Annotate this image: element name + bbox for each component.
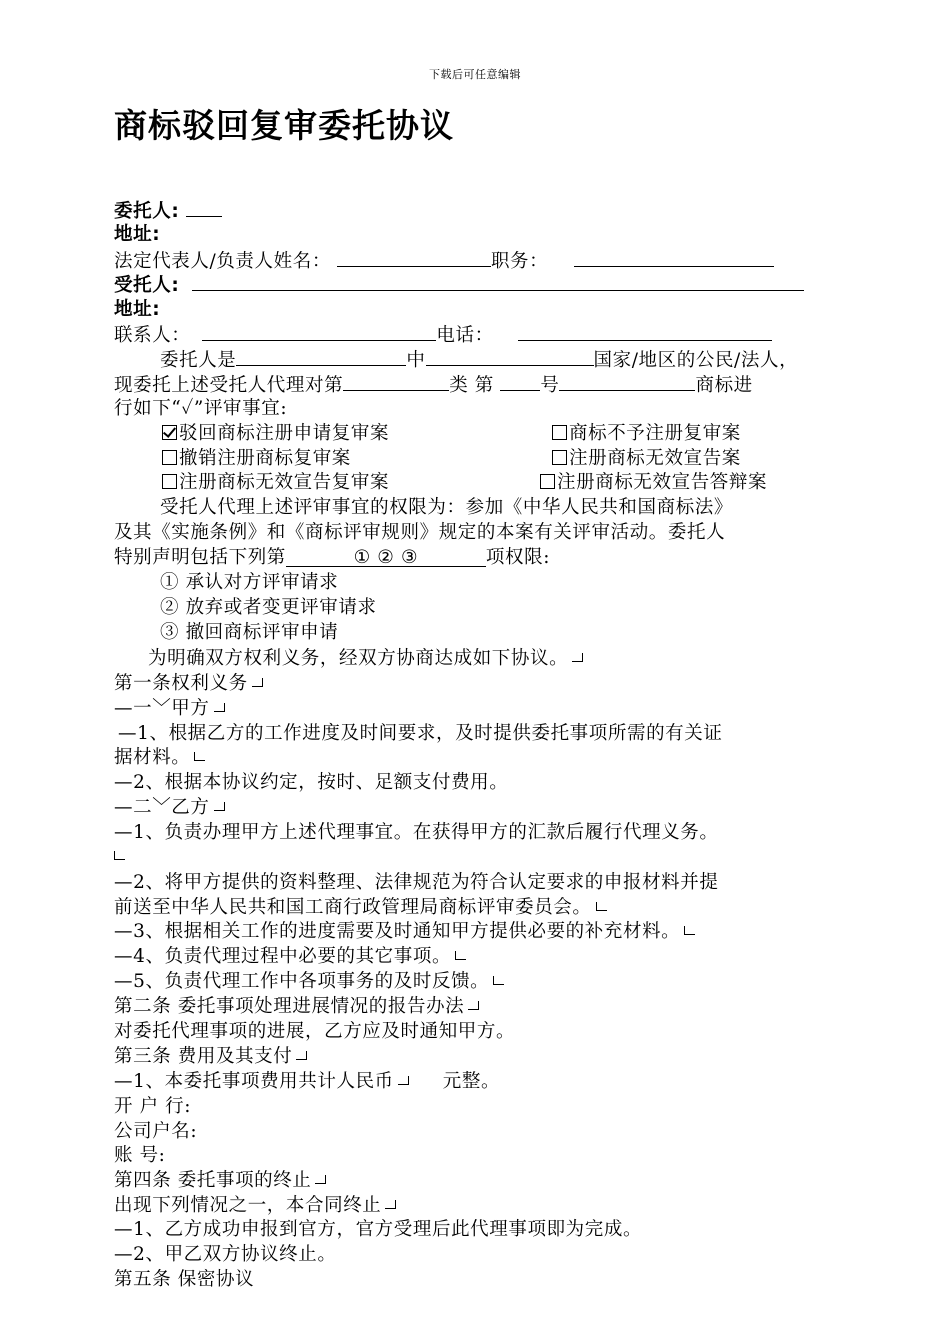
intro-text: 委托人是 xyxy=(160,350,237,371)
party-b-item-5 xyxy=(114,970,504,994)
party-a-item-2: —2、根据本协议约定，按时、足额支付费用。 xyxy=(114,772,509,793)
authority-line-3 xyxy=(114,546,550,570)
article-5-heading: 第五条 保密协议 xyxy=(114,1269,255,1290)
authority-text: 特别声明包括下列第 xyxy=(114,547,286,568)
option-no-registration-review[interactable] xyxy=(552,422,741,446)
article-text: 第二条 委托事项处理进展情况的报告办法 xyxy=(114,996,465,1017)
article-text: 第四条 委托事项的终止 xyxy=(114,1170,312,1191)
option-label: 注册商标无效宣告答辩案 xyxy=(557,472,768,493)
article-text: 第一条权利义务 xyxy=(114,673,248,694)
intro-text: 类 第 xyxy=(449,375,494,396)
checkbox[interactable] xyxy=(540,474,555,489)
authority-items-blank[interactable]: ① ② ③ xyxy=(286,548,486,567)
intro-text: 商标进 xyxy=(695,375,753,396)
article-text: 出现下列情况之一，本合同终止 xyxy=(114,1195,382,1216)
legal-rep-line xyxy=(114,248,774,274)
article-4-intro xyxy=(114,1194,396,1218)
item-text: 前送至中华人民共和国工商行政管理局商标评审委员会。 xyxy=(114,897,592,918)
principal-line: 委托人: xyxy=(114,198,222,224)
option-label: 商标不予注册复审案 xyxy=(569,423,741,444)
intro-line-2 xyxy=(114,372,753,398)
item-text: 据材料。 xyxy=(114,747,191,768)
party-a-item-1-cont xyxy=(114,746,205,770)
fee-line xyxy=(114,1070,500,1094)
class-blank[interactable] xyxy=(343,372,449,391)
position-blank[interactable] xyxy=(574,248,774,267)
article-2-text: 对委托代理事项的进展，乙方应及时通知甲方。 xyxy=(114,1021,516,1042)
legal-rep-label: 法定代表人/负责人姓名： xyxy=(114,251,331,272)
page-title: 商标驳回复审委托协议 xyxy=(114,106,454,145)
number-blank[interactable] xyxy=(500,372,540,391)
party-a-heading xyxy=(114,697,225,721)
fee-text: —1、本委托事项费用共计人民币 xyxy=(114,1071,394,1092)
intro-text: 现委托上述受托人代理对第 xyxy=(114,375,344,396)
intro-text: 中 xyxy=(406,350,426,371)
trademark-blank[interactable] xyxy=(559,372,695,391)
option-label: 驳回商标注册申请复审案 xyxy=(179,423,390,444)
position-label: 职务： xyxy=(490,251,549,272)
authority-item-2: ② 放弃或者变更评审请求 xyxy=(160,597,377,618)
bank-line: 开 户 行: xyxy=(114,1096,192,1117)
option-invalidation-defense[interactable] xyxy=(540,471,767,495)
article-text: 第三条 费用及其支付 xyxy=(114,1046,293,1067)
party-b-item-3 xyxy=(114,920,695,944)
header-note: 下载后可任意编辑 xyxy=(429,68,521,81)
party-b-item-4 xyxy=(114,945,466,969)
agent-blank[interactable] xyxy=(192,272,804,291)
contact-blank[interactable] xyxy=(202,322,436,341)
account-number-line: 账 号: xyxy=(114,1145,166,1166)
address1-line: 地址: xyxy=(114,224,161,245)
option-label: 注册商标无效宣告案 xyxy=(569,448,741,469)
phone-blank[interactable] xyxy=(518,322,772,341)
nationality-blank-1[interactable] xyxy=(236,347,406,366)
party-b-heading xyxy=(114,796,225,820)
address2-line: 地址: xyxy=(114,299,161,320)
purpose-text: 为明确双方权利义务，经双方协商达成如下协议。 xyxy=(148,648,569,669)
party-a-item-1: —1、根据乙方的工作进度及时间要求，及时提供委托事项所需的有关证 xyxy=(118,723,723,744)
article-2-heading xyxy=(114,995,479,1019)
checkbox-checked[interactable] xyxy=(162,425,177,440)
option-reject-review[interactable] xyxy=(162,422,389,446)
authority-line-1: 受托人代理上述评审事宜的权限为：参加《中华人民共和国商标法》 xyxy=(160,497,734,518)
option-invalidation[interactable] xyxy=(552,447,741,471)
authority-item-3: ③ 撤回商标评审申请 xyxy=(160,622,339,643)
option-invalidation-review[interactable] xyxy=(162,471,389,495)
intro-text: 国家/地区的公民/法人， xyxy=(593,350,799,371)
checkbox[interactable] xyxy=(552,450,567,465)
agent-line: 受托人: xyxy=(114,272,804,298)
checkbox[interactable] xyxy=(162,474,177,489)
contact-line xyxy=(114,322,772,348)
phone-label: 电话： xyxy=(436,325,494,346)
fee-text: 元整。 xyxy=(442,1071,501,1092)
option-revoke-review[interactable] xyxy=(162,447,351,471)
paragraph-mark xyxy=(114,845,125,869)
agent-label: 受托人 xyxy=(114,275,172,296)
party-b-item-2: —2、将甲方提供的资料整理、法律规范为符合认定要求的申报材料并提 xyxy=(114,872,719,893)
account-name-line: 公司户名: xyxy=(114,1121,198,1142)
authority-line-2: 及其《实施条例》和《商标评审规则》规定的本案有关评审活动。委托人 xyxy=(114,522,726,543)
option-label: 注册商标无效宣告复审案 xyxy=(179,472,390,493)
item-text: —3、根据相关工作的进度需要及时通知甲方提供必要的补充材料。 xyxy=(114,921,681,942)
authority-item-1: ① 承认对方评审请求 xyxy=(160,572,339,593)
purpose-line xyxy=(148,647,583,671)
article-1-heading xyxy=(114,672,263,696)
legal-rep-blank[interactable] xyxy=(337,248,491,267)
principal-blank[interactable] xyxy=(186,198,222,217)
intro-line-1 xyxy=(160,347,798,373)
intro-line-3: 行如下“✓”评审事宜: xyxy=(114,398,288,419)
item-text: —5、负责代理工作中各项事务的及时反馈。 xyxy=(114,971,490,992)
checkbox[interactable] xyxy=(162,450,177,465)
party-b-item-2-cont xyxy=(114,896,607,920)
article-3-heading xyxy=(114,1045,307,1069)
termination-item-1: —1、乙方成功申报到官方，官方受理后此代理事项即为完成。 xyxy=(114,1219,643,1240)
contact-label: 联系人： xyxy=(114,325,191,346)
party-b-item-1: —1、负责办理甲方上述代理事宜。在获得甲方的汇款后履行代理义务。 xyxy=(114,822,719,843)
address1-label: 地址 xyxy=(114,224,153,245)
option-label: 撤销注册商标复审案 xyxy=(179,448,351,469)
party-text: —二﹀乙方 xyxy=(114,797,210,818)
checkbox[interactable] xyxy=(552,425,567,440)
party-text: —一﹀甲方 xyxy=(114,698,210,719)
authority-text: 项权限: xyxy=(485,547,551,568)
nationality-blank-2[interactable] xyxy=(426,347,594,366)
intro-text: 号 xyxy=(540,375,560,396)
article-4-heading xyxy=(114,1169,326,1193)
termination-item-2: —2、甲乙双方协议终止。 xyxy=(114,1244,337,1265)
principal-label: 委托人 xyxy=(114,201,172,222)
address2-label: 地址 xyxy=(114,299,153,320)
item-text: —4、负责代理过程中必要的其它事项。 xyxy=(114,946,452,967)
